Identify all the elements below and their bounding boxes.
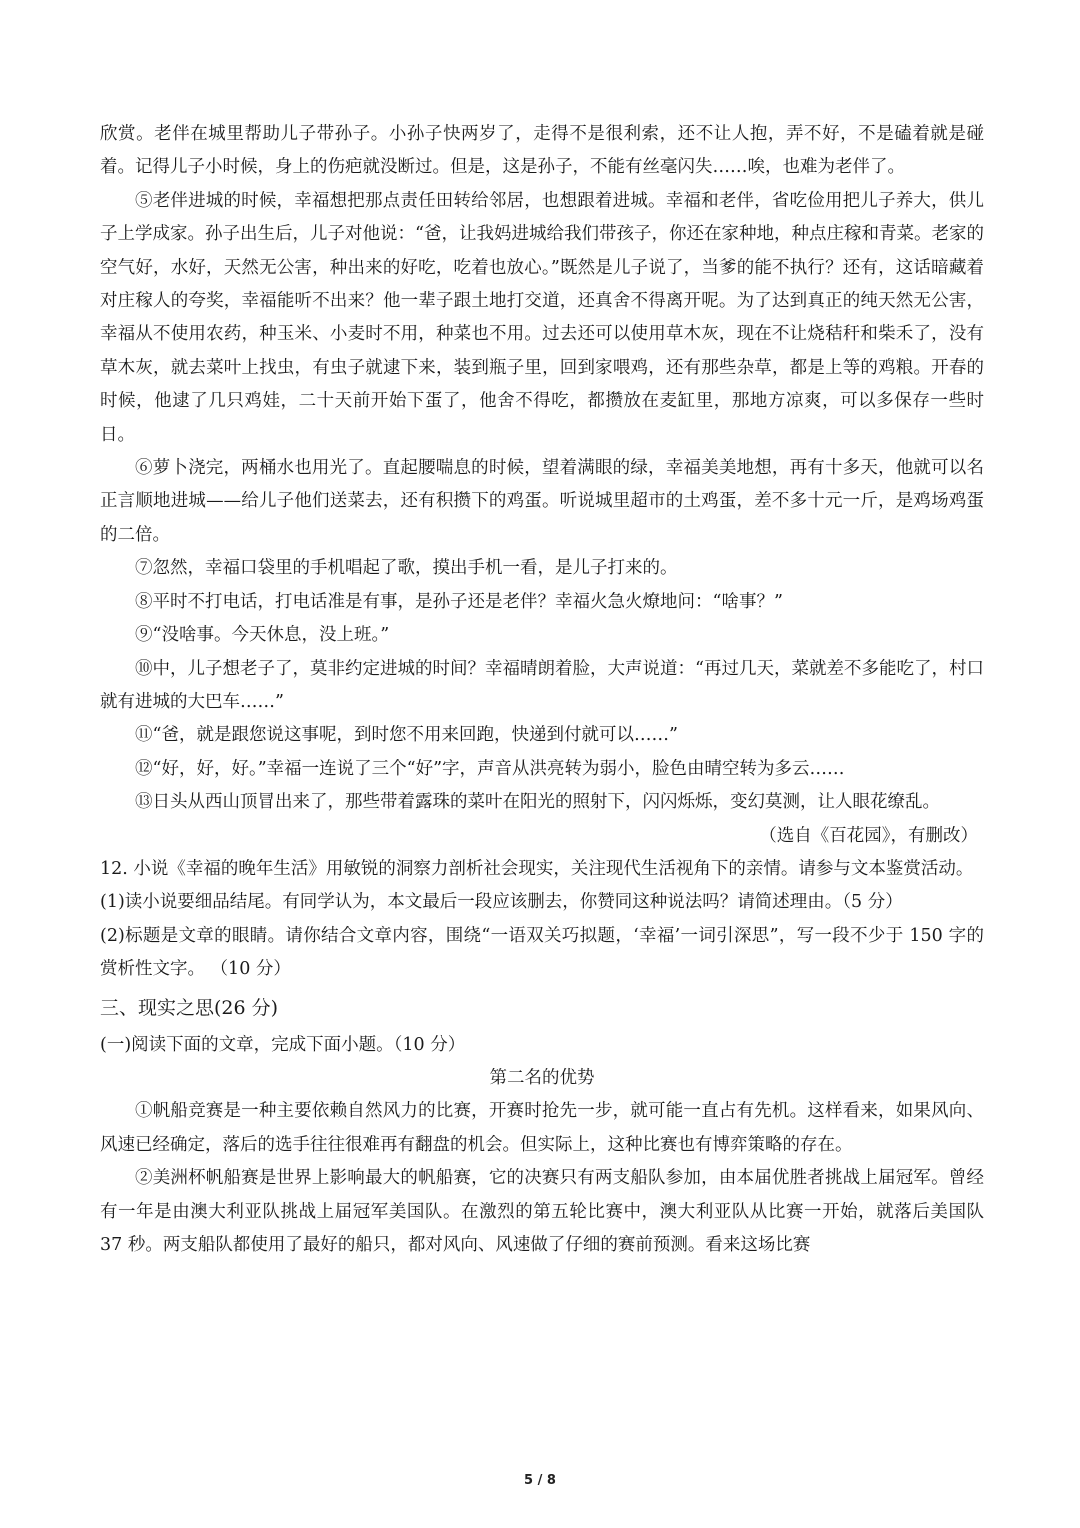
section-3-subheading: (一)阅读下面的文章，完成下面小题。（10 分） bbox=[100, 1034, 466, 1055]
question-12-part-1: (1)读小说要细品结尾。有同学认为，本文最后一段应该删去，你赞同这种说法吗？请简述理由。（5 分） bbox=[100, 892, 903, 913]
question-12-stem: 12. 小说《幸福的晚年生活》用敏锐的洞察力剖析社会现实，关注现代生活视角下的亲情。请参与文本鉴赏活动。 bbox=[100, 858, 974, 879]
story-paragraph-11: ⑪“爸，就是跟您说这事呢，到时您不用来回跑，快递到付就可以……” bbox=[135, 725, 678, 746]
article-paragraph-2: ②美洲杯帆船赛是世界上影响最大的帆船赛，它的决赛只有两支船队参加，由本届优胜者挑战上届冠军。曾经有一年是由澳大利亚队挑战上届冠军美国队。在激烈的第五轮比赛中，澳大利亚队从比赛一开始，就落后美国队 37 秒。两支船队都使用了最好的船只，都对风向、风速做了仔细的赛前预测。看来这场比赛 bbox=[100, 1168, 984, 1255]
page-number: 5 / 8 bbox=[524, 1473, 556, 1488]
article-title: 第二名的优势 bbox=[489, 1067, 595, 1088]
story-paragraph-10: ⑩中，儿子想老子了，莫非约定进城的时间？幸福晴朗着脸，大声说道：“再过几天，菜就差不多能吃了，村口就有进城的大巴车……” bbox=[100, 658, 984, 712]
question-12-part-2: (2)标题是文章的眼睛。请你结合文章内容，围绕“一语双关巧拟题，‘幸福’一词引深思”，写一段不少于 150 字的赏析性文字。 （10 分） bbox=[100, 925, 984, 980]
story-paragraph-9: ⑨“没啥事。今天休息，没上班。” bbox=[135, 625, 390, 646]
story-source: （选自《百花园》，有删改） bbox=[759, 825, 978, 846]
story-paragraph-12: ⑫“好，好，好。”幸福一连说了三个“好”字，声音从洪亮转为弱小，脸色由晴空转为多云…… bbox=[135, 758, 845, 779]
story-paragraph-7: ⑦忽然，幸福口袋里的手机唱起了歌，摸出手机一看，是儿子打来的。 bbox=[135, 558, 678, 579]
story-paragraph-5: ⑤老伴进城的时候，幸福想把那点责任田转给邻居，也想跟着进城。幸福和老伴，省吃俭用把儿子养大，供儿子上学成家。孙子出生后，儿子对他说：“爸，让我妈进城给我们带孩子，你还在家种地，种点庄稼和青菜。老家的空气好，水好，天然无公害，种出来的好吃，吃着也放心。”既然是儿子说了，当爹的能不执行？还有，这话暗藏着对庄稼人的夸奖，幸福能听不出来？他一辈子跟土地打交道，还真舍不得离开呢。为了达到真正的纯天然无公害，幸福从不使用农药，种玉米、小麦时不用，种菜也不用。过去还可以使用草木灰，现在不让烧秸秆和柴禾了，没有草木灰，就去菜叶上找虫，有虫子就逮下来，装到瓶子里，回到家喂鸡，还有那些杂草，都是上等的鸡粮。开春的时候，他逮了几只鸡娃，二十天前开始下蛋了，他舍不得吃，都攒放在麦缸里，那地方凉爽，可以多保存一些时日。 bbox=[100, 190, 984, 445]
text-block bbox=[100, 118, 984, 1262]
article-paragraph-1: ①帆船竞赛是一种主要依赖自然风力的比赛，开赛时抢先一步，就可能一直占有先机。这样看来，如果风向、风速已经确定，落后的选手往往很难再有翻盘的机会。但实际上，这种比赛也有博弈策略的存在。 bbox=[100, 1101, 984, 1155]
story-paragraph-8: ⑧平时不打电话，打电话准是有事，是孙子还是老伴？幸福火急火燎地问：“啥事？” bbox=[135, 591, 783, 612]
section-3-heading: 三、现实之思(26 分) bbox=[100, 996, 279, 1019]
story-paragraph-6: ⑥萝卜浇完，两桶水也用光了。直起腰喘息的时候，望着满眼的绿，幸福美美地想，再有十多天，他就可以名正言顺地进城——给儿子他们送菜去，还有积攒下的鸡蛋。听说城里超市的土鸡蛋，差不多十元一斤，是鸡场鸡蛋的二倍。 bbox=[100, 458, 984, 545]
story-paragraph-13: ⑬日头从西山顶冒出来了，那些带着露珠的菜叶在阳光的照射下，闪闪烁烁，变幻莫测，让人眼花缭乱。 bbox=[135, 792, 940, 813]
story-paragraph-continued: 欣赏。老伴在城里帮助儿子带孙子。小孙子快两岁了，走得不是很利索，还不让人抱，弄不好，不是磕着就是碰着。记得儿子小时候，身上的伤疤就没断过。但是，这是孙子，不能有丝毫闪失……唉，也难为老伴了。 bbox=[100, 124, 984, 178]
